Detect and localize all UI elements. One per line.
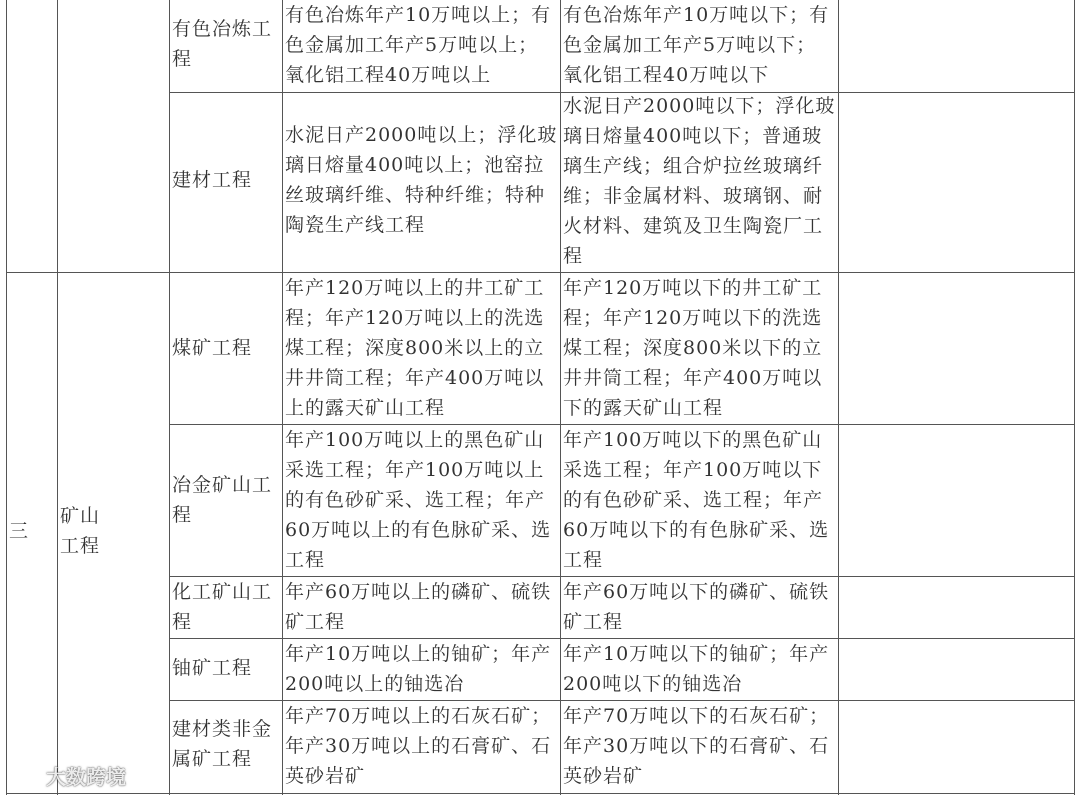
medium-scale-criteria-cell: 水泥日产2000吨以下；浮化玻 璃日熔量400吨以下；普通玻 璃生产线；组合炉拉丝玻璃纤 维；非金属材料、玻璃钢、耐 火材料、建筑及卫生陶瓷厂工 程 <box>563 95 836 267</box>
watermark <box>8 761 126 791</box>
column-divider <box>282 0 283 795</box>
medium-scale-criteria-cell: 年产60万吨以下的磷矿、硫铁 矿工程 <box>563 581 830 633</box>
large-scale-criteria-cell: 年产100万吨以上的黑色矿山 采选工程；年产100万吨以上 的有色砂矿采、选工程；年产 60万吨以上的有色脉矿采、选 工程 <box>285 429 552 571</box>
project-name-cell: 化工矿山工 程 <box>172 581 273 633</box>
medium-scale-criteria-cell: 年产120万吨以下的井工矿工 程；年产120万吨以下的洗选 煤工程；深度800米以下的立 井井筒工程；年产400万吨以 下的露天矿山工程 <box>563 277 823 419</box>
large-scale-criteria-cell: 有色冶炼年产10万吨以上；有 色金属加工年产5万吨以上； 氧化铝工程40万吨以上 <box>285 4 552 86</box>
watermark-text: 大数跨境 <box>46 765 126 789</box>
medium-scale-criteria-cell: 年产100万吨以下的黑色矿山 采选工程；年产100万吨以下 的有色砂矿采、选工程；年产 60万吨以下的有色脉矿采、选 工程 <box>563 429 830 571</box>
large-scale-criteria-cell: 年产70万吨以上的石灰石矿； 年产30万吨以上的石膏矿、石 英砂岩矿 <box>285 705 552 787</box>
table-border-right <box>1074 0 1075 795</box>
project-name-cell: 建材类非金 属矿工程 <box>172 718 273 770</box>
project-name-cell: 有色冶炼工 程 <box>172 18 273 70</box>
large-scale-criteria-cell: 水泥日产2000吨以上；浮化玻 璃日熔量400吨以上；池窑拉 丝玻璃纤维、特种纤维；特种 陶瓷生产线工程 <box>285 124 558 236</box>
project-name-cell: 铀矿工程 <box>172 657 253 679</box>
column-divider <box>560 0 561 795</box>
table-border-left <box>6 0 7 795</box>
medium-scale-criteria-cell: 年产10万吨以下的铀矿；年产 200吨以下的铀选冶 <box>563 643 830 695</box>
large-scale-criteria-cell: 年产120万吨以上的井工矿工 程；年产120万吨以上的洗选 煤工程；深度800米以上的立 井井筒工程；年产400万吨以 上的露天矿山工程 <box>285 277 545 419</box>
group-category: 矿山 工程 <box>60 505 101 557</box>
group-number: 三 <box>9 520 30 542</box>
medium-scale-criteria-cell: 有色冶炼年产10万吨以下；有 色金属加工年产5万吨以下； 氧化铝工程40万吨以下 <box>563 4 830 86</box>
large-scale-criteria-cell: 年产10万吨以上的铀矿；年产 200吨以上的铀选冶 <box>285 643 552 695</box>
column-divider <box>57 0 58 795</box>
column-divider <box>838 0 839 795</box>
project-name-cell: 建材工程 <box>172 169 253 191</box>
column-divider <box>169 0 170 795</box>
weibo-logo-icon <box>8 767 42 791</box>
large-scale-criteria-cell: 年产60万吨以上的磷矿、硫铁 矿工程 <box>285 581 552 633</box>
table-border-bottom <box>6 793 1075 794</box>
project-name-cell: 煤矿工程 <box>172 337 253 359</box>
medium-scale-criteria-cell: 年产70万吨以下的石灰石矿； 年产30万吨以下的石膏矿、石 英砂岩矿 <box>563 705 830 787</box>
project-name-cell: 冶金矿山工 程 <box>172 474 273 526</box>
